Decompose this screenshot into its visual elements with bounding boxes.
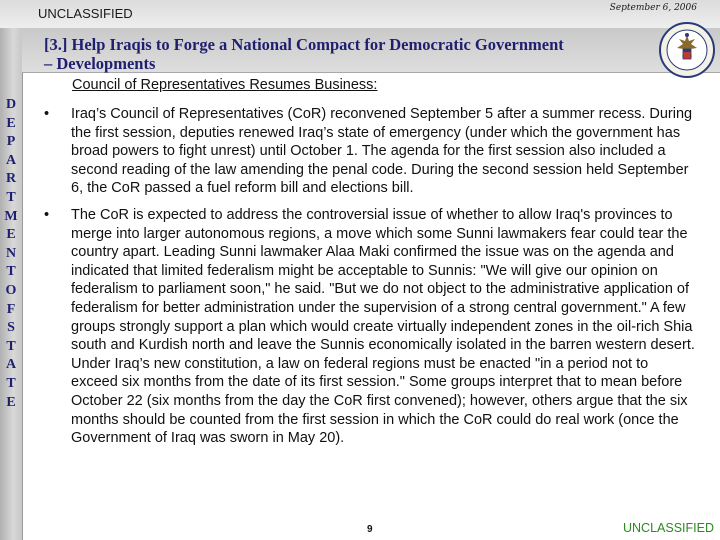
bullet-item [44,206,696,448]
slide-title-line: [3.] Help Iraqis to Forge a National Compact for Democratic Government [44,35,564,54]
slide-date: September 6, 2006 [609,3,697,13]
classification-marking-top: UNCLASSIFIED [38,6,133,21]
bullet-list [44,105,696,448]
section-heading: Council of Representatives Resumes Business: [72,77,378,93]
bullet-text: Iraq’s Council of Representatives (CoR) reconvened September 5 after a summer recess. During the first session, deputies renewed Iraq’s state of emergency (under which the government has broad powers to fight unrest) until October 1. The agenda for the first session also included a second reading of the law amending the penal code. During the second session held September 6, the CoR passed a fuel reform bill and elections bill. [71,106,693,197]
bullet-marker: • [44,106,50,122]
page-number: 9 [367,524,373,535]
slide-subtitle: – Developments [44,54,156,73]
bullet-marker: • [44,206,50,223]
slide-title [44,35,664,73]
bullet-text: The CoR is expected to address the controversial issue of whether to allow Iraq's provinces to merge into larger autonomous regions, a move which some Sunni lawmakers fear could tear the country apart. Leading Sunni lawmaker Alaa Maki confirmed the issue was on the agenda and indicated that limited federalism might be acceptable to Sunnis: "We will give our opinion on federalism to parliament soon," he said. "But we do not object to the administrative application of federalism for better administration under the supervision of a strong central government." A few groups strongly support a plan which would create virtually independent zones in the oil-rich Shia south and Kurdish north and leave the Sunnis economically isolated in the barren western desert. Under Iraq’s new constitution, a law on federal regions must be enacted "in a period not to exceed six months from the date of its first session." Some groups interpret that to mean before October 22 (six months from the day the CoR first convened); however, others argue that the six months should be counted from the first session in which the CoR could do real work (once the Government of Iraq was sworn in May 20). [71,206,695,447]
classification-marking-bottom: UNCLASSIFIED [623,521,714,535]
state-department-seal-icon [658,21,716,79]
sidebar-vertical-label: DEPARTMENT OF STATE [4,97,18,410]
bullet-item [44,105,696,198]
